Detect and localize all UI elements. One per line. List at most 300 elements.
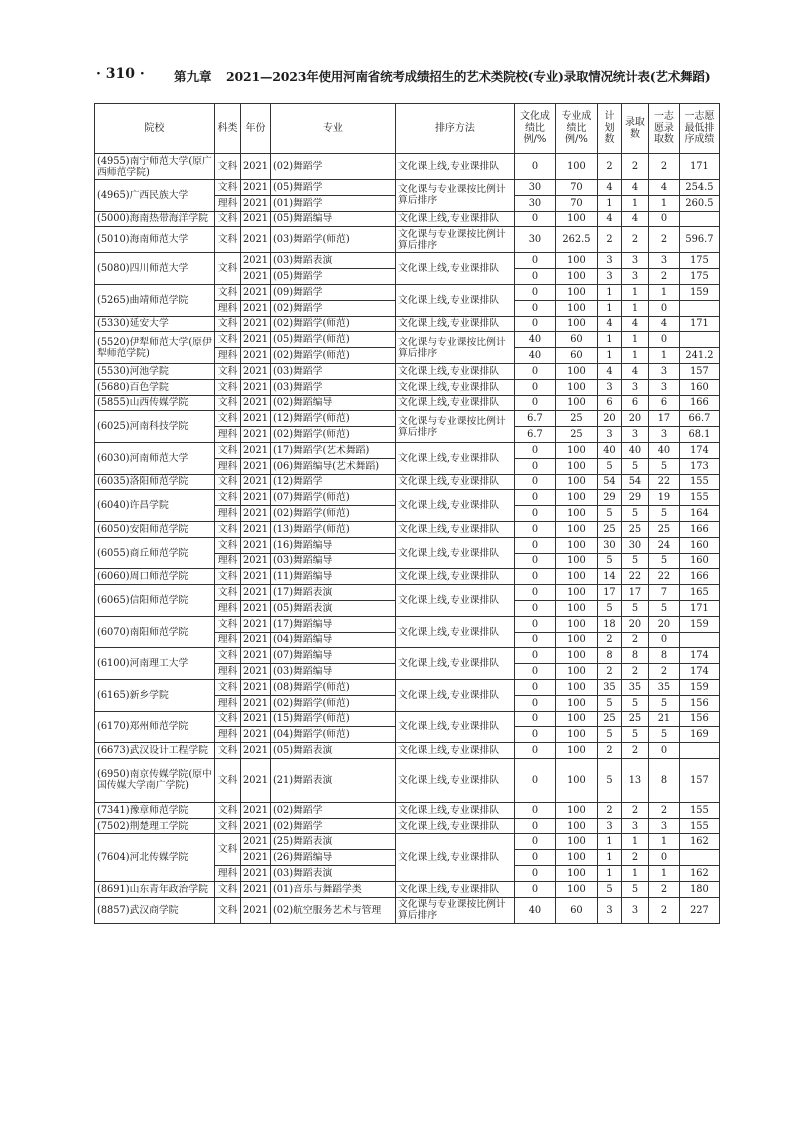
col-header: 年份	[241, 104, 271, 154]
table-cell: 159	[679, 679, 719, 695]
col-header: 录取数	[621, 104, 648, 154]
table-cell: (7502)荆楚理工学院	[95, 818, 215, 834]
table-cell: 文科	[215, 490, 241, 506]
table-cell: 2021	[241, 553, 271, 569]
table-cell: (25)舞蹈表演	[270, 834, 395, 850]
table-cell: 文化课上线,专业课排队	[395, 802, 514, 818]
table-cell: 29	[597, 490, 621, 506]
table-cell: (07)舞蹈编导	[270, 648, 395, 664]
table-cell: 165	[679, 585, 719, 601]
table-cell: (17)舞蹈表演	[270, 585, 395, 601]
table-cell: 25	[648, 521, 679, 537]
table-cell: 理科	[215, 300, 241, 316]
table-cell: 2021	[241, 227, 271, 253]
table-cell: 0	[514, 300, 555, 316]
table-cell: 100	[555, 395, 597, 411]
table-cell: (03)舞蹈学(师范)	[270, 227, 395, 253]
table-cell: 8	[648, 758, 679, 802]
table-cell: (05)舞蹈学	[270, 180, 395, 196]
table-cell: 0	[514, 569, 555, 585]
table-cell: 100	[555, 379, 597, 395]
table-cell: 文科	[215, 227, 241, 253]
table-cell: (5330)延安大学	[95, 316, 215, 332]
table-row	[95, 758, 720, 802]
table-cell: (21)舞蹈表演	[270, 758, 395, 802]
table-cell: 596.7	[679, 227, 719, 253]
table-cell: 2	[621, 227, 648, 253]
table-cell: 2021	[241, 537, 271, 553]
table-cell: 0	[514, 616, 555, 632]
table-cell: 0	[648, 211, 679, 227]
table-cell: 文化课上线,专业课排队	[395, 395, 514, 411]
table-cell: 100	[555, 695, 597, 711]
table-cell: 21	[648, 711, 679, 727]
table-cell: 0	[514, 474, 555, 490]
table-cell: (02)舞蹈学	[270, 300, 395, 316]
table-cell: 3	[648, 253, 679, 269]
table-row	[95, 818, 720, 834]
table-cell: 159	[679, 616, 719, 632]
table-row	[95, 648, 720, 664]
table-cell: 2021	[241, 727, 271, 743]
table-cell: 100	[555, 269, 597, 285]
table-cell: (02)舞蹈编导	[270, 395, 395, 411]
table-cell: 2	[648, 664, 679, 680]
col-header: 一志愿录取数	[648, 104, 679, 154]
table-cell: 100	[555, 569, 597, 585]
table-cell: 6	[597, 395, 621, 411]
table-cell: (5520)伊犁师范大学(原伊犁师范学院)	[95, 332, 215, 364]
table-cell: 2	[621, 664, 648, 680]
table-cell: 166	[679, 521, 719, 537]
table-cell: 66.7	[679, 411, 719, 427]
table-cell: 2021	[241, 632, 271, 648]
table-cell: 1	[621, 332, 648, 348]
table-cell: 5	[621, 506, 648, 522]
table-cell: 19	[648, 490, 679, 506]
table-cell: 2021	[241, 818, 271, 834]
table-cell: 0	[514, 758, 555, 802]
table-cell: 0	[514, 521, 555, 537]
table-cell: 5	[597, 881, 621, 897]
table-cell: (6060)周口师范学院	[95, 569, 215, 585]
table-cell: 2	[597, 743, 621, 759]
table-cell: 60	[555, 897, 597, 923]
table-cell: 文化课上线,专业课排队	[395, 818, 514, 834]
table-cell: 2	[648, 269, 679, 285]
table-cell: 2021	[241, 411, 271, 427]
table-cell: (6035)洛阳师范学院	[95, 474, 215, 490]
table-cell: 2021	[241, 300, 271, 316]
table-cell: 文科	[215, 585, 241, 601]
table-cell: 70	[555, 180, 597, 196]
table-cell: 18	[597, 616, 621, 632]
table-cell: 文化课上线,专业课排队	[395, 881, 514, 897]
table-cell: 4	[597, 363, 621, 379]
table-cell: (11)舞蹈编导	[270, 569, 395, 585]
table-cell: 文化课上线,专业课排队	[395, 253, 514, 285]
table-cell: (07)舞蹈学(师范)	[270, 490, 395, 506]
table-cell: (12)舞蹈学(师范)	[270, 411, 395, 427]
table-cell: 100	[555, 648, 597, 664]
table-cell: 22	[648, 474, 679, 490]
page-title: 2021—2023年使用河南省统考成绩招生的艺术类院校(专业)录取情况统计表(艺术舞蹈)	[226, 69, 711, 84]
table-cell: 40	[514, 348, 555, 364]
table-cell: 文化课与专业课按比例计算后排序	[395, 227, 514, 253]
table-cell: 1	[597, 850, 621, 866]
table-cell: 文科	[215, 802, 241, 818]
table-cell: 100	[555, 442, 597, 458]
table-cell: 100	[555, 284, 597, 300]
table-cell: 文化课上线,专业课排队	[395, 834, 514, 881]
table-cell: (6673)武汉设计工程学院	[95, 743, 215, 759]
table-cell: 0	[514, 553, 555, 569]
table-cell: (09)舞蹈学	[270, 284, 395, 300]
table-cell: 文科	[215, 758, 241, 802]
table-cell: 0	[514, 727, 555, 743]
table-row	[95, 881, 720, 897]
table-row	[95, 743, 720, 759]
table-cell: 1	[648, 348, 679, 364]
table-cell: 文科	[215, 616, 241, 632]
table-cell: (03)舞蹈编导	[270, 553, 395, 569]
table-cell: 0	[648, 743, 679, 759]
table-row	[95, 474, 720, 490]
col-header: 专业成绩比例/%	[555, 104, 597, 154]
table-row	[95, 211, 720, 227]
table-cell: 25	[597, 521, 621, 537]
table-cell: 5	[597, 727, 621, 743]
table-cell: 2021	[241, 427, 271, 443]
table-cell: 文化课上线,专业课排队	[395, 569, 514, 585]
table-cell: 0	[514, 211, 555, 227]
table-cell: 1	[648, 195, 679, 211]
chapter-label: 第九章	[174, 69, 212, 84]
table-cell: (6030)河南师范大学	[95, 442, 215, 474]
table-cell: 30	[514, 195, 555, 211]
table-cell: 5	[648, 695, 679, 711]
table-cell: 8	[597, 648, 621, 664]
table-cell: 1	[597, 284, 621, 300]
table-cell: (6055)商丘师范学院	[95, 537, 215, 569]
table-cell: 文科	[215, 442, 241, 458]
table-cell: 162	[679, 834, 719, 850]
table-cell: 174	[679, 442, 719, 458]
table-cell: 文化课上线,专业课排队	[395, 537, 514, 569]
table-cell: 8	[648, 648, 679, 664]
table-cell: 文科	[215, 834, 241, 866]
table-cell: 160	[679, 553, 719, 569]
table-cell: 100	[555, 743, 597, 759]
table-cell: 2021	[241, 897, 271, 923]
table-cell: 文科	[215, 363, 241, 379]
table-row	[95, 363, 720, 379]
table-cell: 1	[648, 834, 679, 850]
table-cell: 理科	[215, 727, 241, 743]
table-header-row	[95, 104, 720, 154]
table-cell: (5530)河池学院	[95, 363, 215, 379]
table-cell: 1	[597, 834, 621, 850]
table-cell: 20	[597, 411, 621, 427]
table-cell: 1	[648, 284, 679, 300]
table-cell: 155	[679, 818, 719, 834]
table-cell	[679, 632, 719, 648]
admission-table	[94, 103, 720, 924]
table-cell: 100	[555, 850, 597, 866]
table-cell: 文化课上线,专业课排队	[395, 442, 514, 474]
table-cell: 100	[555, 585, 597, 601]
table-cell: 理科	[215, 695, 241, 711]
table-cell: 5	[597, 458, 621, 474]
table-cell: 理科	[215, 600, 241, 616]
table-cell: 2021	[241, 363, 271, 379]
table-cell: (03)舞蹈表演	[270, 866, 395, 882]
table-cell: 0	[514, 154, 555, 180]
table-cell: 文化课上线,专业课排队	[395, 379, 514, 395]
table-cell: 2	[621, 743, 648, 759]
table-cell: 0	[514, 316, 555, 332]
table-cell: (02)舞蹈学	[270, 154, 395, 180]
table-cell: 0	[514, 802, 555, 818]
table-cell: 2021	[241, 521, 271, 537]
table-cell: 2021	[241, 348, 271, 364]
table-cell: 260.5	[679, 195, 719, 211]
table-cell: 0	[514, 363, 555, 379]
table-cell: 0	[514, 743, 555, 759]
table-cell	[679, 211, 719, 227]
table-cell: 0	[514, 585, 555, 601]
table-cell: 4	[621, 316, 648, 332]
table-cell: 0	[648, 632, 679, 648]
table-cell: 159	[679, 284, 719, 300]
table-cell: (4955)南宁师范大学(原广西师范学院)	[95, 154, 215, 180]
table-cell: 文科	[215, 818, 241, 834]
table-cell: 5	[597, 506, 621, 522]
table-cell: 文科	[215, 316, 241, 332]
table-cell: (6070)南阳师范学院	[95, 616, 215, 648]
table-cell: 文科	[215, 284, 241, 300]
table-cell: 100	[555, 154, 597, 180]
table-cell: (13)舞蹈学(师范)	[270, 521, 395, 537]
table-cell	[679, 332, 719, 348]
table-cell: (7341)豫章师范学院	[95, 802, 215, 818]
table-cell: 2	[621, 850, 648, 866]
col-header: 科类	[215, 104, 241, 154]
table-cell: 25	[555, 427, 597, 443]
table-cell: 0	[514, 818, 555, 834]
table-cell: 文化课上线,专业课排队	[395, 474, 514, 490]
table-cell: 2021	[241, 569, 271, 585]
table-cell: 文化课与专业课按比例计算后排序	[395, 897, 514, 923]
table-cell: 100	[555, 300, 597, 316]
table-cell: 2	[648, 802, 679, 818]
table-cell: 0	[514, 850, 555, 866]
table-row	[95, 897, 720, 923]
table-cell: 2021	[241, 758, 271, 802]
table-cell: 29	[621, 490, 648, 506]
table-cell: 20	[648, 616, 679, 632]
table-cell: 6	[648, 395, 679, 411]
table-cell: 17	[597, 585, 621, 601]
page-header	[96, 64, 736, 86]
table-cell: 0	[514, 711, 555, 727]
table-cell	[679, 300, 719, 316]
table-cell: 0	[514, 253, 555, 269]
table-cell: (17)舞蹈编导	[270, 616, 395, 632]
table-cell: 2	[597, 802, 621, 818]
table-cell: (8857)武汉商学院	[95, 897, 215, 923]
table-cell: 0	[514, 269, 555, 285]
table-cell: 2021	[241, 600, 271, 616]
table-cell: 2021	[241, 866, 271, 882]
table-cell: 文科	[215, 743, 241, 759]
table-cell: 理科	[215, 866, 241, 882]
table-cell: 40	[514, 897, 555, 923]
table-row	[95, 253, 720, 269]
table-cell: 155	[679, 490, 719, 506]
table-cell: 4	[648, 180, 679, 196]
table-cell: 5	[621, 695, 648, 711]
table-cell: 文科	[215, 395, 241, 411]
table-cell: 4	[621, 180, 648, 196]
table-cell: 文科	[215, 648, 241, 664]
table-row	[95, 154, 720, 180]
table-cell: 164	[679, 506, 719, 522]
table-cell: 35	[648, 679, 679, 695]
table-cell: 0	[514, 537, 555, 553]
table-cell: 1	[621, 348, 648, 364]
table-cell: 100	[555, 537, 597, 553]
table-cell: 2021	[241, 211, 271, 227]
table-cell: 理科	[215, 458, 241, 474]
table-cell: 24	[648, 537, 679, 553]
table-cell: 2021	[241, 316, 271, 332]
table-cell: 文科	[215, 897, 241, 923]
table-cell: 文化课上线,专业课排队	[395, 154, 514, 180]
table-cell: 5	[597, 695, 621, 711]
table-cell: 1	[621, 195, 648, 211]
table-cell: 2	[597, 227, 621, 253]
table-cell: 2021	[241, 154, 271, 180]
table-cell: 2021	[241, 616, 271, 632]
table-row	[95, 284, 720, 300]
table-cell: 6.7	[514, 427, 555, 443]
table-cell: (5265)曲靖师范学院	[95, 284, 215, 316]
table-cell: 4	[621, 363, 648, 379]
table-cell: 174	[679, 648, 719, 664]
table-cell: (02)航空服务艺术与管理	[270, 897, 395, 923]
table-cell: 70	[555, 195, 597, 211]
table-cell: 0	[514, 442, 555, 458]
table-cell: 100	[555, 211, 597, 227]
table-cell: 100	[555, 458, 597, 474]
table-cell: (02)舞蹈学(师范)	[270, 427, 395, 443]
table-cell: 227	[679, 897, 719, 923]
table-cell: (5080)四川师范大学	[95, 253, 215, 285]
table-cell: 4	[597, 211, 621, 227]
table-cell: 2021	[241, 664, 271, 680]
table-cell: 文化课上线,专业课排队	[395, 211, 514, 227]
table-cell: 166	[679, 395, 719, 411]
table-cell: 理科	[215, 632, 241, 648]
table-cell: (02)舞蹈学(师范)	[270, 348, 395, 364]
table-cell: (12)舞蹈学	[270, 474, 395, 490]
table-cell: 理科	[215, 553, 241, 569]
table-cell: 2021	[241, 850, 271, 866]
table-cell: 6.7	[514, 411, 555, 427]
table-cell: 3	[597, 379, 621, 395]
table-cell: 157	[679, 758, 719, 802]
table-cell: 2021	[241, 442, 271, 458]
table-cell: 100	[555, 679, 597, 695]
table-cell: (03)舞蹈学	[270, 379, 395, 395]
table-cell: 文化课上线,专业课排队	[395, 316, 514, 332]
table-cell: (05)舞蹈表演	[270, 743, 395, 759]
table-cell: 160	[679, 537, 719, 553]
table-cell: (01)舞蹈学	[270, 195, 395, 211]
table-cell: 文化课与专业课按比例计算后排序	[395, 180, 514, 212]
table-cell	[679, 850, 719, 866]
table-row	[95, 332, 720, 348]
table-cell: 5	[621, 600, 648, 616]
table-cell: 0	[514, 506, 555, 522]
table-cell: 0	[514, 395, 555, 411]
table-cell: (05)舞蹈学	[270, 269, 395, 285]
table-cell: 3	[621, 818, 648, 834]
table-cell: (5855)山西传媒学院	[95, 395, 215, 411]
table-cell: (01)音乐与舞蹈学类	[270, 881, 395, 897]
table-cell: 3	[597, 818, 621, 834]
table-row	[95, 585, 720, 601]
table-cell: 2	[597, 632, 621, 648]
table-cell: (02)舞蹈学(师范)	[270, 316, 395, 332]
table-cell: 3	[648, 379, 679, 395]
table-cell: 0	[514, 379, 555, 395]
table-cell: 5	[597, 600, 621, 616]
table-cell: 174	[679, 664, 719, 680]
table-cell: 5	[621, 553, 648, 569]
table-cell: (05)舞蹈表演	[270, 600, 395, 616]
table-cell: 162	[679, 866, 719, 882]
table-row	[95, 490, 720, 506]
table-cell: 2	[621, 154, 648, 180]
table-cell: 100	[555, 521, 597, 537]
table-cell: 160	[679, 379, 719, 395]
table-cell: (6025)河南科技学院	[95, 411, 215, 443]
table-cell: 30	[597, 537, 621, 553]
table-row	[95, 379, 720, 395]
table-cell: (5680)百色学院	[95, 379, 215, 395]
table-cell: 171	[679, 316, 719, 332]
table-cell: 14	[597, 569, 621, 585]
table-cell: (8691)山东青年政治学院	[95, 881, 215, 897]
table-cell: 2021	[241, 195, 271, 211]
table-cell: 2021	[241, 284, 271, 300]
table-cell: 4	[597, 180, 621, 196]
table-cell: 文化课上线,专业课排队	[395, 284, 514, 316]
table-cell: 文化课上线,专业课排队	[395, 711, 514, 743]
table-cell: 0	[514, 834, 555, 850]
table-cell: 68.1	[679, 427, 719, 443]
table-cell: 0	[648, 332, 679, 348]
table-cell: (5000)海南热带海洋学院	[95, 211, 215, 227]
table-cell: (6050)安阳师范学院	[95, 521, 215, 537]
table-cell: 156	[679, 695, 719, 711]
table-cell: 100	[555, 363, 597, 379]
table-cell: 100	[555, 727, 597, 743]
table-cell: 5	[648, 600, 679, 616]
table-cell: 54	[597, 474, 621, 490]
